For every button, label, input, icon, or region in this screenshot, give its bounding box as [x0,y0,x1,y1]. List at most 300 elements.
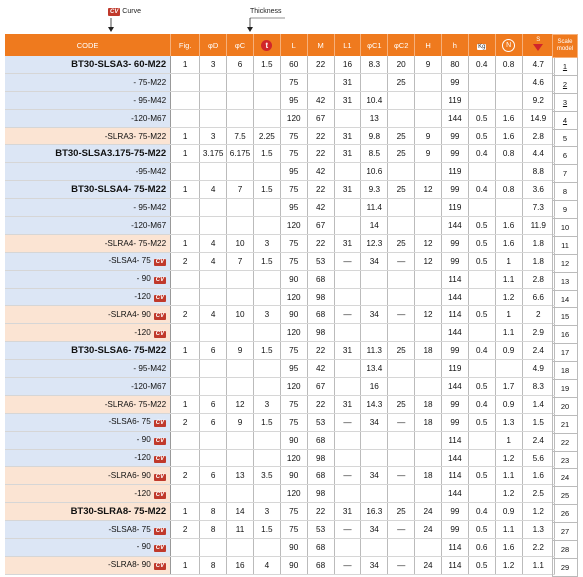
cell-c2: 25 [388,145,415,163]
cell-s: 9.2 [522,91,554,109]
scale-model-cell[interactable]: 20 [553,397,578,415]
cell-M [307,73,334,91]
cell-L1: — [334,413,361,431]
cell-c: 9 [227,413,254,431]
product-code-text: BT30-SLSA3.175-75-M22 [55,148,167,160]
cell-c2: — [388,252,415,270]
cell-c2: 25 [388,503,415,521]
cell-L1: — [334,521,361,539]
product-code [5,181,171,199]
cell-kg: 0.5 [468,467,495,485]
cell-L: 90 [280,431,307,449]
thickness-icon: t [261,40,272,51]
cell-kg: 0.5 [468,521,495,539]
cell-c1: 11.4 [361,199,388,217]
product-code-text: BT30-SLSA3- 60-M22 [71,58,167,70]
cell-L1 [334,163,361,181]
cell-s: 14.9 [522,109,554,127]
cell-d: 4 [200,252,227,270]
cell-t: 1.5 [253,342,280,360]
product-code-text: - 75-M22 [133,77,167,87]
cell-n: 0.9 [495,503,522,521]
cell-L1 [334,378,361,396]
cell-c2 [388,91,415,109]
cell-L1: 31 [334,91,361,109]
scale-model-cell[interactable]: 5 [553,129,578,147]
scale-model-cell[interactable]: 9 [553,201,578,219]
cell-H: 12 [415,306,442,324]
scale-model-cell[interactable]: 27 [553,523,578,541]
curve-badge: CV [110,9,119,15]
product-code [5,270,171,288]
cell-c: 6 [227,56,254,73]
cell-d [200,109,227,127]
scale-body [553,58,578,577]
scale-model-cell[interactable]: 18 [553,362,578,380]
cell-n: 1 [495,306,522,324]
scale-model-cell[interactable]: 22 [553,433,578,451]
cell-L: 75 [280,413,307,431]
cell-s: 4.6 [522,73,554,91]
cell-s: 2.4 [522,431,554,449]
cell-fig [171,288,200,306]
table-row [5,181,555,199]
product-code-text: - 95-M42 [133,95,167,105]
cell-d [200,449,227,467]
table-row [5,378,555,396]
cell-fig [171,324,200,342]
cell-M: 98 [307,324,334,342]
cell-s: 2.4 [522,342,554,360]
cell-c [227,431,254,449]
cell-L1: 31 [334,503,361,521]
cell-c1: 10.4 [361,91,388,109]
cell-kg [468,431,495,449]
col-code: CODE [5,34,171,56]
col-phiC2: φC2 [388,34,415,56]
cell-fig: 1 [171,556,200,574]
arrow-down-icon [533,44,543,51]
cell-H [415,324,442,342]
cell-L: 95 [280,360,307,378]
annotation-arrows [0,0,583,33]
col-fig: Fig. [171,34,200,56]
cell-s: 1.8 [522,252,554,270]
cell-L: 120 [280,378,307,396]
cell-t [253,270,280,288]
cell-L: 120 [280,288,307,306]
col-N [495,34,522,56]
cell-kg [468,270,495,288]
cell-t: 1.5 [253,521,280,539]
cell-L: 90 [280,270,307,288]
table-row [5,56,555,73]
cell-h: 99 [441,342,468,360]
cell-t [253,217,280,235]
product-code-text: - 90 [136,274,151,284]
cell-M: 67 [307,109,334,127]
product-code [5,485,171,503]
cell-c1 [361,449,388,467]
product-code [5,288,171,306]
col-thickness [253,34,280,56]
cell-fig: 1 [171,503,200,521]
curve-badge: CV [155,420,165,427]
cell-n: 1.6 [495,234,522,252]
cell-fig [171,485,200,503]
cell-c2: — [388,521,415,539]
cell-h: 114 [441,467,468,485]
cell-M: 98 [307,288,334,306]
cell-h: 99 [441,181,468,199]
scale-model-cell[interactable]: 26 [553,505,578,523]
cell-c2: 20 [388,56,415,73]
table-body [5,56,555,574]
cell-d [200,378,227,396]
product-code [5,109,171,127]
cell-s: 2.5 [522,485,554,503]
scale-model-cell[interactable]: 6 [553,147,578,165]
cell-n: 0.8 [495,56,522,73]
cell-h: 99 [441,127,468,145]
cell-c: 6.175 [227,145,254,163]
table-row [5,539,555,557]
cell-c2: 25 [388,234,415,252]
cell-kg [468,73,495,91]
cell-H [415,73,442,91]
cell-n [495,360,522,378]
product-code-text: - 95-M42 [133,364,167,374]
scale-model-cell[interactable]: 4 [553,111,578,129]
cell-s: 11.9 [522,217,554,235]
cell-h: 144 [441,109,468,127]
scale-model-cell[interactable]: 7 [553,165,578,183]
table-row [5,73,555,91]
cell-t: 1.5 [253,413,280,431]
product-code-text: -SLSA6- 75 [108,417,151,427]
curve-label: Curve [122,8,141,15]
cell-t [253,449,280,467]
cell-kg: 0.5 [468,413,495,431]
cell-c2: 25 [388,342,415,360]
cell-t: 3 [253,234,280,252]
cell-h: 114 [441,431,468,449]
table-row [5,360,555,378]
cell-fig: 1 [171,145,200,163]
cell-d [200,288,227,306]
table-row [5,145,555,163]
cell-t [253,485,280,503]
cell-kg [468,485,495,503]
product-code [5,91,171,109]
cell-h: 99 [441,252,468,270]
cell-H: 18 [415,467,442,485]
cell-c [227,485,254,503]
curve-badge: CV [155,527,165,534]
cell-s: 4.7 [522,56,554,73]
cell-H [415,109,442,127]
cell-H [415,217,442,235]
cell-c1 [361,485,388,503]
scale-model-cell[interactable]: 19 [553,380,578,398]
cell-s: 1.6 [522,467,554,485]
product-code-text: BT30-SLSA4- 75-M22 [71,184,167,196]
table-row [5,91,555,109]
cell-fig: 1 [171,127,200,145]
cell-h: 99 [441,73,468,91]
cell-s: 6.6 [522,288,554,306]
cell-L: 75 [280,234,307,252]
cell-c: 16 [227,556,254,574]
cell-L: 75 [280,127,307,145]
cell-c: 14 [227,503,254,521]
cell-c [227,217,254,235]
cell-s: 2.9 [522,324,554,342]
cell-c1: 34 [361,252,388,270]
cell-h: 99 [441,145,468,163]
cell-H: 24 [415,556,442,574]
product-code [5,360,171,378]
cell-c1: 34 [361,306,388,324]
scale-model-cell[interactable]: 14 [553,290,578,308]
cell-L: 75 [280,252,307,270]
scale-model-cell[interactable]: 23 [553,451,578,469]
curve-badge: CV [155,491,165,498]
cell-s: 2.2 [522,539,554,557]
cell-L1 [334,539,361,557]
cell-n: 1.6 [495,109,522,127]
cell-c1: 34 [361,521,388,539]
table-row [5,467,555,485]
scale-model-cell[interactable]: 28 [553,541,578,559]
cell-h: 144 [441,288,468,306]
product-code-text: -SLRA6- 90 [108,470,151,480]
col-H: H [415,34,442,56]
product-code-text: -SLRA6- 75-M22 [104,399,167,409]
cell-d: 6 [200,395,227,413]
cell-c: 10 [227,234,254,252]
cell-d [200,324,227,342]
cell-L: 95 [280,199,307,217]
cell-fig [171,73,200,91]
cell-L1: 31 [334,234,361,252]
product-code-text: - 90 [136,542,151,552]
cell-h: 99 [441,395,468,413]
product-code [5,449,171,467]
cell-L1: — [334,467,361,485]
cell-n: 0.9 [495,342,522,360]
cell-c1 [361,431,388,449]
cell-kg [468,360,495,378]
product-code-text: -120-M67 [131,113,167,123]
cell-s: 3.6 [522,181,554,199]
cell-s: 2.8 [522,127,554,145]
cell-n: 1.6 [495,217,522,235]
cell-H: 18 [415,395,442,413]
cell-M: 68 [307,467,334,485]
cell-L: 120 [280,324,307,342]
cell-t: 1.5 [253,252,280,270]
cell-d: 6 [200,342,227,360]
scale-model-cell[interactable]: 11 [553,236,578,254]
scale-model-cell[interactable]: 21 [553,415,578,433]
cell-M: 98 [307,485,334,503]
cell-c: 7 [227,252,254,270]
product-code [5,234,171,252]
product-code [5,539,171,557]
cell-L: 120 [280,217,307,235]
curve-badge: CV [155,473,165,480]
cell-L1 [334,324,361,342]
cell-fig [171,270,200,288]
cell-M: 68 [307,556,334,574]
table-row [5,324,555,342]
cell-s: 5.6 [522,449,554,467]
cell-fig: 2 [171,252,200,270]
cell-d [200,431,227,449]
cell-h: 114 [441,306,468,324]
product-code [5,199,171,217]
product-code [5,127,171,145]
cell-L1 [334,431,361,449]
scale-model-cell[interactable]: 16 [553,326,578,344]
cell-L: 75 [280,145,307,163]
cell-fig: 2 [171,467,200,485]
col-phiC: φC [227,34,254,56]
cell-c2 [388,217,415,235]
scale-model-cell[interactable]: 24 [553,469,578,487]
n-circle-icon: N [502,39,515,52]
cell-d [200,360,227,378]
cell-h: 114 [441,270,468,288]
cell-fig [171,163,200,181]
table-row [5,413,555,431]
cell-M: 53 [307,521,334,539]
cell-c1: 10.6 [361,163,388,181]
cell-d: 4 [200,234,227,252]
cell-L1: 31 [334,145,361,163]
cell-s: 4.9 [522,360,554,378]
scale-model-cell[interactable]: 1 [553,58,578,76]
cell-H: 9 [415,145,442,163]
cell-h: 80 [441,56,468,73]
scale-model-cell[interactable]: 8 [553,183,578,201]
cell-c: 9 [227,342,254,360]
scale-model-cell[interactable]: 13 [553,272,578,290]
cell-L: 75 [280,181,307,199]
scale-model-cell[interactable]: 2 [553,75,578,93]
product-code [5,163,171,181]
cell-t [253,199,280,217]
scale-model-cell[interactable]: 3 [553,93,578,111]
cell-L: 75 [280,342,307,360]
curve-badge: CV [155,330,165,337]
table-row [5,109,555,127]
cell-kg [468,449,495,467]
scale-model-cell[interactable]: 10 [553,219,578,237]
cell-fig [171,378,200,396]
cell-c1: 16.3 [361,503,388,521]
scale-model-cell[interactable]: 29 [553,558,578,576]
table-row [5,252,555,270]
cell-H [415,378,442,396]
cell-kg [468,288,495,306]
cell-M: 22 [307,181,334,199]
cell-c2 [388,199,415,217]
cell-c [227,378,254,396]
cell-M: 68 [307,539,334,557]
cell-L: 75 [280,521,307,539]
cell-H: 12 [415,181,442,199]
cell-M: 53 [307,252,334,270]
product-code [5,467,171,485]
cell-s: 8.8 [522,163,554,181]
cell-t: 1.5 [253,181,280,199]
cell-H [415,199,442,217]
cell-M: 22 [307,234,334,252]
cell-c1: 8.3 [361,56,388,73]
cell-t: 1.5 [253,145,280,163]
scale-model-column [552,34,578,577]
scale-model-cell[interactable]: 25 [553,487,578,505]
cell-fig [171,109,200,127]
cell-H: 12 [415,234,442,252]
product-code-text: -120 [134,327,151,337]
cell-n: 1.7 [495,378,522,396]
cell-L: 75 [280,395,307,413]
cell-n: 1.3 [495,413,522,431]
table-row [5,127,555,145]
cell-L1: 16 [334,56,361,73]
col-S [522,34,554,56]
cell-h: 119 [441,360,468,378]
cell-c2: — [388,306,415,324]
cell-c [227,360,254,378]
cell-h: 114 [441,556,468,574]
col-scale: Scale model [553,35,578,58]
cell-M: 68 [307,270,334,288]
cell-fig: 1 [171,56,200,73]
cell-kg [468,163,495,181]
cell-L: 95 [280,163,307,181]
cell-L1: — [334,556,361,574]
cell-n: 1.1 [495,324,522,342]
curve-badge: CV [155,563,165,570]
cell-kg: 0.4 [468,145,495,163]
cell-d: 3.175 [200,145,227,163]
cell-d: 8 [200,521,227,539]
cell-c1: 34 [361,413,388,431]
annotation-bar [0,0,583,33]
cell-c: 7.5 [227,127,254,145]
scale-model-cell[interactable]: 17 [553,344,578,362]
table-header-row [5,34,555,56]
cell-t [253,163,280,181]
scale-model-cell[interactable]: 15 [553,308,578,326]
product-code-text: - 95-M42 [133,203,167,213]
col-L: L [280,34,307,56]
table-row [5,234,555,252]
cell-c: 7 [227,181,254,199]
product-code-text: -120-M67 [131,381,167,391]
product-code [5,73,171,91]
cell-n: 1.1 [495,270,522,288]
cell-c2 [388,270,415,288]
scale-model-cell[interactable]: 12 [553,254,578,272]
cell-c2 [388,378,415,396]
product-code [5,413,171,431]
cell-n: 1.1 [495,467,522,485]
